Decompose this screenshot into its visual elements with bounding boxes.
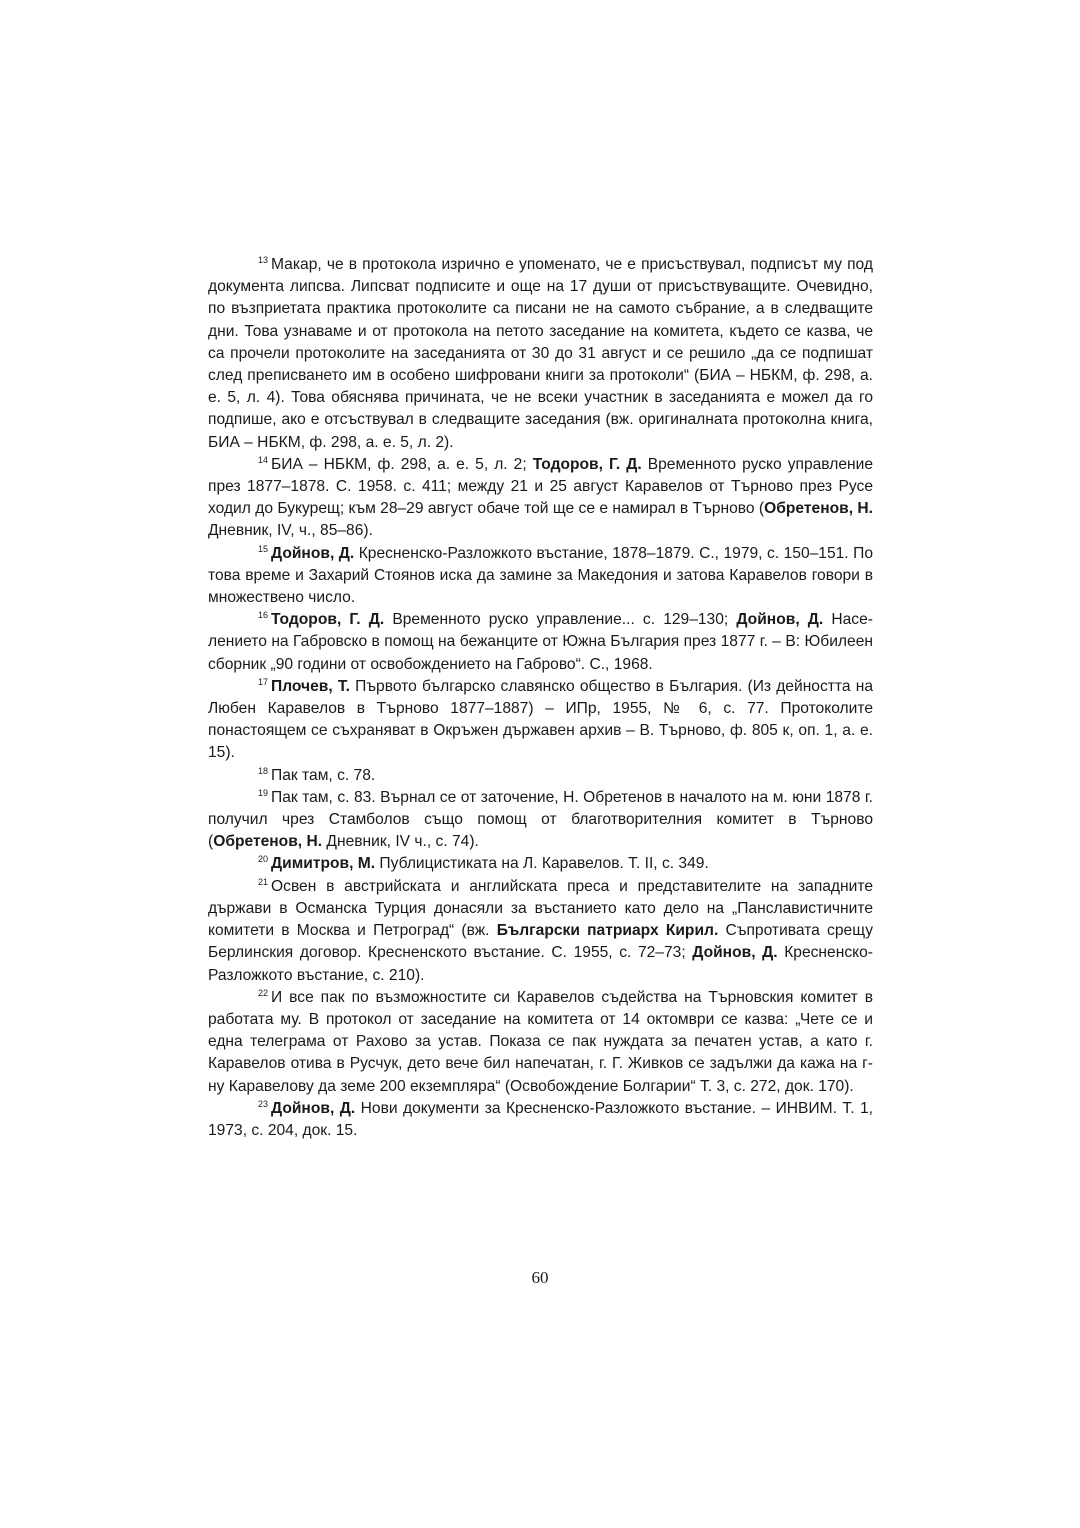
footnote-number: 16 (258, 610, 269, 621)
footnote-author: Плочев, Т. (271, 677, 350, 695)
footnote-23 (208, 1098, 873, 1142)
footnote-text: Дневник, IV ч., с. 74). (322, 833, 479, 851)
footnote-13 (208, 254, 873, 454)
footnote-16 (208, 609, 873, 676)
footnote-author: Дойнов, Д. (692, 944, 778, 962)
footnote-15 (208, 543, 873, 610)
footnote-text: Кресненско-Разложкото въстание, 1878–1879. С., 1979, с. 150–151. По това време и Захарий Стоянов иска да замине за Македония и затова Каравелов говори в множествено число. (208, 544, 873, 607)
footnote-author: Тодоров, Г. Д. (532, 455, 642, 473)
footnote-text: Съпротивата срещу Берлинския договор. Кресненското въстание. С. 1955, с. 72–73; (208, 922, 873, 962)
footnote-number: 14 (258, 454, 269, 465)
footnote-author: Български патриарх Кирил. (496, 922, 719, 940)
footnote-14 (208, 454, 873, 543)
footnote-number: 15 (258, 543, 269, 554)
footnote-text: Освен в австрийската и английската преса и представителите на западните държави в Османска Турция донасяли за въстанието като дело на „Панславистичните комитети в Москва и Петроград“ (вж. (208, 877, 873, 940)
footnote-text: Пак там, с. 83. Върнал се от заточение, Н. Обретенов в началото на м. юни 1878 г. получил чрез Стамболов също помощ от благотворителния комитет в Търново ( (208, 788, 873, 851)
footnote-text: Временното руско управление през 1877–1878. С. 1958. с. 411; между 21 и 25 август Каравелов от Търново през Русе ходил до Букурещ; към 28–29 август обаче той ще се е намирал в Търново ( (208, 455, 873, 518)
footnote-text: Макар, че в протокола изрично е упоменато, че е присъствувал, подписът му под документа липсва. Липсват подписите и още на 17 души от присъствуващите. Очевидно, по възприетата практика протоколите са писани не на самото събрание, а в следващите дни. Това узнаваме и от протокола на петото заседание на комитета, където се казва, че са прочели протоколите на заседанията от 30 до 31 август и се решило „да се подпишат след преписването им в особено шифровани книги за протоколи“ (БИА – НБКМ, ф. 298, а. е. 5, л. 4). Това обяснява причината, че не всеки участник в заседанията е можел да го подпише, ако е отсъствувал в следващите заседания (вж. оригиналната протоколна книга, БИА – НБКМ, ф. 298, а. е. 5, л. 2). (208, 256, 873, 451)
footnote-number: 20 (258, 854, 269, 865)
footnote-number: 19 (258, 787, 269, 798)
footnote-author: Дойнов, Д. (271, 1099, 356, 1117)
footnote-17 (208, 676, 873, 765)
footnote-author: Дойнов, Д. (736, 611, 824, 629)
footnote-author: Димитров, М. (271, 855, 376, 873)
footnote-number: 17 (258, 676, 269, 687)
footnote-author: Обретенов, Н. (213, 833, 323, 851)
footnote-text: Първото българско славянско общество в България. (Из дейността на Любен Каравелов в Търново 1877–1887) – ИПр, 1955, № 6, с. 77. Протоколите понастоящем се съхраняват в Окръжен държавен архив – В. Търново, ф. 805 к, оп. 1, а. е. 15). (208, 677, 873, 762)
footnote-author: Тодоров, Г. Д. (271, 611, 385, 629)
footnote-text: Нови документи за Кресненско-Разложкото въстание. – ИНВИМ. Т. 1, 1973, с. 204, док. 15. (208, 1099, 873, 1139)
footnote-text: Дневник, IV, ч., 85–86). (208, 522, 373, 540)
footnote-number: 23 (258, 1098, 269, 1109)
footnote-text: Пак там, с. 78. (271, 766, 376, 784)
footnote-20 (208, 853, 873, 875)
footnote-text: И все пак по възможностите си Каравелов съдейства на Търновския комитет в работата му. В протокол от заседание на комитета от 14 октомври се казва: „Чете се и една телеграма от Рахово за устав. Показа се пак нуждата за печатен устав, а като г. Каравелов отива в Русчук, дето вече бил напечатан, г. Г. Живков се задължи да кажа на г-ну Каравелову да земе 200 екземпляра“ (Освобождение Болгарии“ Т. 3, с. 272, док. 170). (208, 988, 873, 1095)
footnote-text: БИА – НБКМ, ф. 298, а. е. 5, л. 2; (271, 455, 533, 473)
page-number: 60 (531, 1268, 549, 1287)
footnote-author: Дойнов, Д. (271, 544, 355, 562)
footnote-text: Населението на Габровско в помощ на бежанците от Южна България през 1877 г. – В: Юбилеен сборник „90 години от освобождението на Габрово“. С., 1968. (208, 611, 873, 673)
footnotes-block (208, 254, 873, 1142)
footnote-number: 18 (258, 765, 269, 776)
footnote-number: 21 (258, 876, 269, 887)
footnote-number: 13 (258, 255, 269, 265)
footnote-18 (208, 765, 873, 787)
footnote-21 (208, 876, 873, 987)
footnote-number: 22 (258, 987, 269, 998)
footnote-text: Временното руско управление... с. 129–130; (384, 611, 737, 629)
footnote-22 (208, 987, 873, 1098)
footnote-author: Обретенов, Н. (764, 500, 873, 518)
footnote-text: Публицистиката на Л. Каравелов. Т. II, с. 349. (375, 855, 709, 873)
footnote-19 (208, 787, 873, 854)
footnote-text: Кресненско-Разложкото въстание, с. 210). (208, 944, 873, 984)
